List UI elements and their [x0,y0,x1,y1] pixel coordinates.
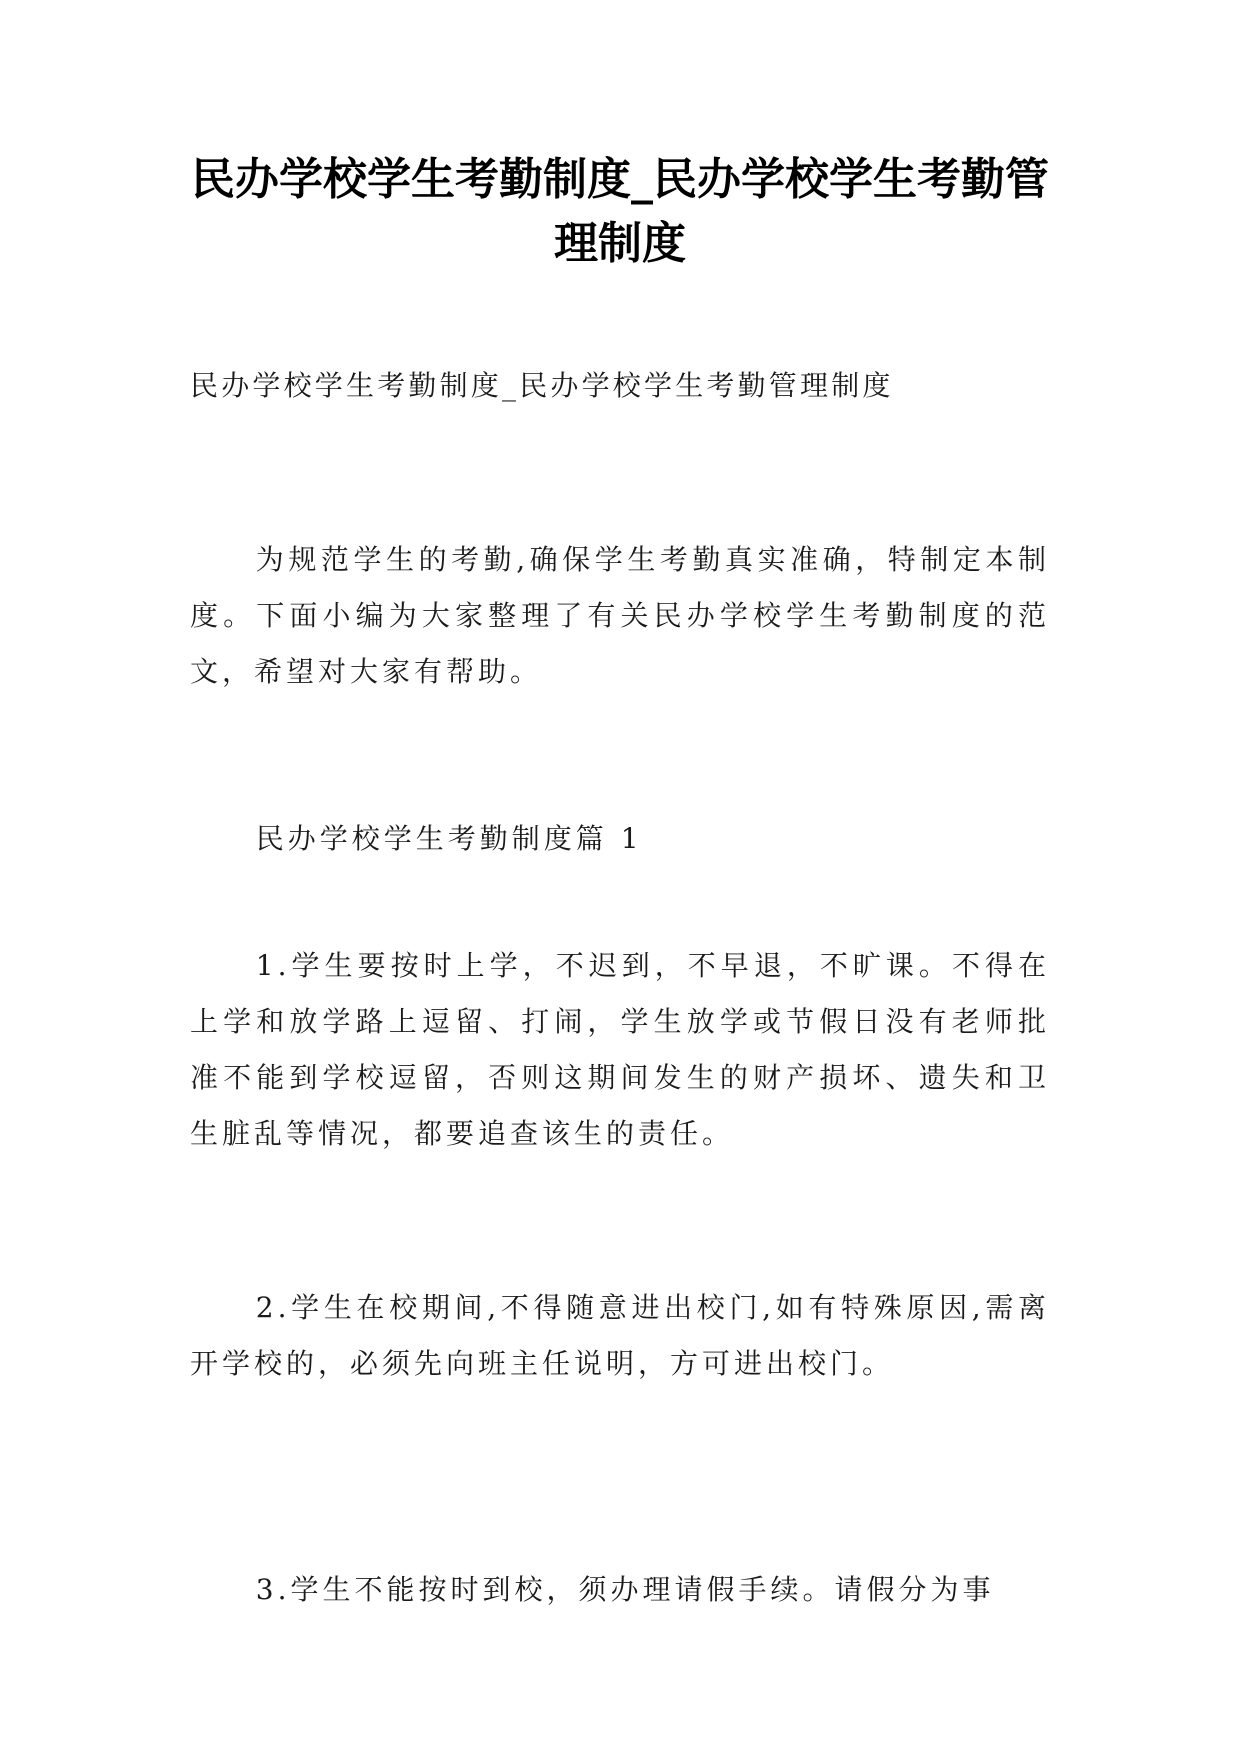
document-subtitle: 民办学校学生考勤制度_民办学校学生考勤管理制度 [190,369,894,402]
rule-item-3: 3.学生不能按时到校，须办理请假手续。请假分为事 [255,1573,995,1606]
intro-paragraph: 为规范学生的考勤,确保学生考勤真实准确，特制定本制度。下面小编为大家整理了有关民办学校学生考勤制度的范文，希望对大家有帮助。 [190,543,1050,688]
document-title: 民办学校学生考勤制度_民办学校学生考勤管理制度 [191,154,1049,269]
rule-item-1: 1.学生要按时上学，不迟到，不早退，不旷课。不得在上学和放学路上逗留、打闹，学生放学或节假日没有老师批准不能到学校逗留，否则这期间发生的财产损坏、遗失和卫生脏乱等情况，都要追查该生的责任。 [190,949,1050,1150]
rule-item-2: 2.学生在校期间,不得随意进出校门,如有特殊原因,需离开学校的，必须先向班主任说明，方可进出校门。 [190,1291,1050,1380]
section-heading: 民办学校学生考勤制度篇 1 [255,822,643,855]
